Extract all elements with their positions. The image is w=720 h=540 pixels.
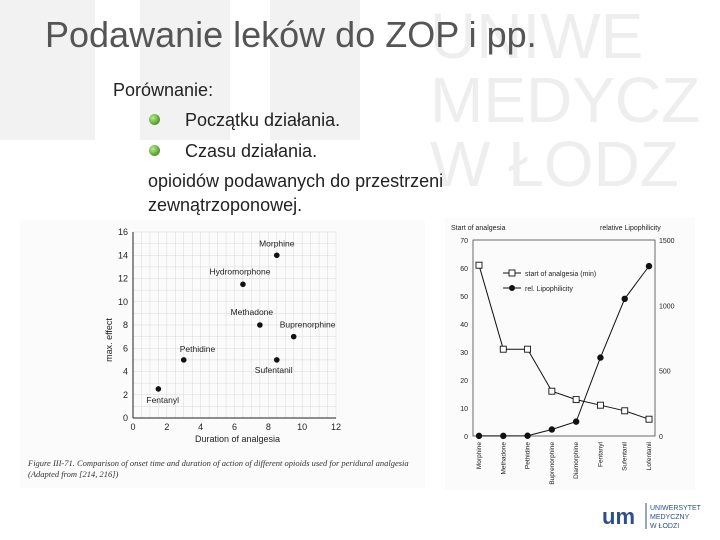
line-point-circle: [500, 433, 506, 439]
line-point-square: [525, 346, 531, 352]
line-point-square: [549, 388, 555, 394]
line-ytick-right-label: 1500: [659, 238, 675, 245]
line-point-circle: [597, 354, 603, 360]
bullet-item-1: Początku działania.: [185, 110, 341, 130]
line-point-circle: [622, 296, 628, 302]
scatter-point-label: Morphine: [259, 238, 295, 249]
bullet-dot-icon: [149, 114, 160, 125]
scatter-point-label: Pethidine: [179, 343, 216, 354]
scatter-point: [257, 322, 263, 328]
line-ytick-left-label: 40: [460, 322, 468, 329]
scatter-point: [240, 282, 246, 288]
line-category-label: Fentanyl: [597, 442, 605, 467]
bullet-item-2: Czasu działania.: [185, 141, 318, 161]
logo-line-2: MEDYCZNY: [650, 514, 690, 521]
scatter-point-label: Methadone: [230, 307, 274, 317]
line-ytick-right-label: 500: [659, 368, 671, 376]
logo-mark: um: [602, 504, 635, 529]
scatter-ytick-label: 10: [117, 296, 128, 307]
line-point-circle: [573, 418, 579, 424]
scatter-point-label: Fentanyl: [146, 394, 179, 405]
bullet-dot-icon: [149, 145, 160, 156]
scatter-xtick-label: 0: [130, 422, 136, 432]
line-point-square: [476, 262, 482, 268]
scatter-point-label: Sufentanil: [254, 364, 293, 375]
line-title-left: Start of analgesia: [451, 225, 506, 232]
line-point-square: [500, 346, 506, 352]
line-category-label: Morphine: [476, 442, 483, 470]
line-category-label: Methadone: [500, 442, 508, 475]
scatter-ytick-label: 4: [122, 366, 128, 377]
watermark-line-3: W ŁODZ: [430, 128, 679, 200]
watermark-line-2: MEDYCZ: [430, 64, 701, 136]
scatter-xtick-label: 4: [198, 422, 204, 432]
legend-label: rel. Lipophilicity: [525, 286, 573, 293]
scatter-figure: [20, 220, 425, 488]
line-ytick-left-label: 70: [460, 238, 468, 245]
line-point-circle: [476, 433, 482, 439]
legend-marker-square: [509, 270, 515, 276]
scatter-point: [181, 357, 187, 363]
scatter-ytick-label: 6: [122, 343, 128, 354]
line-figure: [445, 218, 695, 490]
line-chart: [445, 218, 695, 490]
scatter-ytick-label: 0: [122, 413, 128, 423]
line-ytick-right-label: 0: [659, 434, 663, 441]
line-category-label: Buprenorphine: [548, 442, 556, 485]
line-category-label: Lofentanil: [646, 442, 653, 471]
scatter-xtick-label: 2: [164, 422, 170, 432]
line-ytick-left-label: 10: [460, 406, 468, 413]
legend-label: start of analgesia (min): [525, 271, 597, 278]
scatter-ytick-label: 16: [117, 227, 128, 237]
body-text-line-2: zewnątrzoponowej.: [148, 195, 303, 215]
scatter-chart: [20, 220, 425, 488]
line-ytick-left-label: 30: [460, 350, 468, 357]
slide-title: Podawanie leków do ZOP i pp.: [45, 14, 537, 55]
scatter-caption: Figure III-71. Comparison of onset time and duration of action of different opioids used for peridural analgesia (Adapted from [214, 216]): [28, 458, 409, 479]
scatter-xlabel: Duration of analgesia: [195, 434, 281, 444]
scatter-xtick-label: 10: [297, 422, 308, 432]
scatter-point: [291, 334, 297, 340]
scatter-point-label: Buprenorphine: [279, 319, 336, 330]
line-ytick-left-label: 60: [460, 266, 468, 273]
university-logo: [600, 497, 710, 533]
scatter-ytick-label: 12: [117, 273, 128, 284]
line-ytick-left-label: 50: [460, 294, 468, 301]
scatter-ytick-label: 2: [122, 389, 128, 400]
scatter-ytick-label: 8: [122, 320, 128, 330]
logo-line-1: UNIWERSYTET: [650, 505, 701, 512]
logo-line-3: W ŁODZI: [650, 523, 680, 530]
scatter-xtick-label: 8: [265, 422, 271, 432]
scatter-ylabel: max. effect: [104, 318, 114, 362]
scatter-point: [274, 357, 280, 363]
line-point-square: [622, 408, 628, 414]
scatter-xtick-label: 6: [231, 422, 238, 432]
scatter-point-label: Hydromorphone: [209, 266, 271, 277]
line-ytick-left-label: 0: [464, 434, 468, 441]
line-ytick-left-label: 20: [460, 378, 468, 385]
line-category-label: Diamorphine: [573, 442, 581, 479]
line-point-circle: [646, 263, 652, 269]
line-category-label: Sufentanil: [621, 442, 629, 471]
line-point-circle: [524, 433, 530, 439]
line-point-square: [573, 397, 579, 403]
body-text-line-1: opioidów podawanych do przestrzeni: [148, 171, 444, 191]
legend-marker-circle: [509, 285, 515, 291]
scatter-ytick-label: 14: [117, 250, 128, 261]
line-point-square: [597, 402, 603, 408]
line-point-circle: [549, 426, 555, 432]
scatter-point: [274, 252, 280, 258]
intro-text: Porównanie:: [113, 80, 214, 100]
line-ytick-right-label: 1000: [659, 303, 675, 311]
line-category-label: Pethidine: [524, 442, 532, 470]
line-point-square: [646, 416, 652, 422]
line-title-right: relative Lipophilicity: [600, 225, 661, 232]
scatter-xtick-label: 12: [330, 422, 342, 432]
scatter-point: [156, 386, 162, 392]
watermark-line-1: UNIWE: [430, 0, 644, 72]
